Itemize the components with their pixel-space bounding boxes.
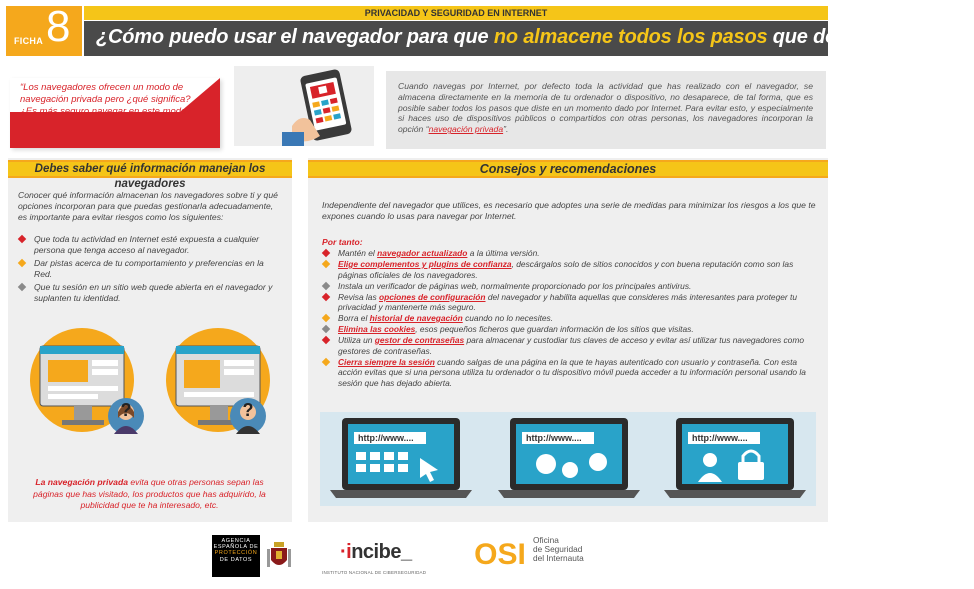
laptops-illustration — [320, 412, 816, 506]
ficha-badge — [6, 2, 82, 56]
list-item: Utiliza un gestor de contraseñas para almacenar y custodiar tus claves de acceso y evitar así utilizar tus navegadores como gestores de contraseñas. — [322, 335, 822, 356]
aepd-line: PROTECCIÓN — [214, 550, 258, 557]
private-browsing-note-rest: evita que otras personas sepan las páginas que has visitado, los productos que has adquirido, la publicidad que te ha interesado, etc. — [33, 477, 266, 510]
list-item: Elige complementos y plugins de confianza, descárgalos solo de sitios conocidos y con buena reputación como son las páginas oficiales de los navegadores. — [322, 259, 822, 280]
url-text: http://www.... — [692, 433, 748, 443]
list-item: Borra el historial de navegación cuando no lo necesites. — [322, 313, 822, 324]
svg-text:?: ? — [120, 400, 132, 420]
right-section-heading: Consejos y recomendaciones — [308, 160, 828, 178]
diamond-bullet-icon — [18, 259, 26, 267]
tip-link[interactable]: Elige complementos y plugins de confianza — [338, 259, 512, 269]
incibe-logo — [340, 541, 412, 564]
title-part2: que doy por Internet? — [767, 26, 974, 48]
left-bullet-list — [18, 234, 283, 306]
tip-link[interactable]: Elimina las cookies — [338, 324, 416, 334]
diamond-bullet-icon — [322, 314, 330, 322]
tip-link[interactable]: Cierra siempre la sesión — [338, 356, 435, 367]
url-text: http://www.... — [358, 433, 414, 443]
tip-link[interactable]: navegador actualizado — [377, 248, 468, 258]
osi-letters: OSI — [474, 538, 526, 571]
tip-link[interactable]: gestor de contraseñas — [374, 335, 465, 345]
private-browsing-note — [22, 477, 277, 512]
laptop-cookies-icon — [498, 418, 640, 498]
incibe-logo-mark: ·i — [340, 541, 352, 563]
osi-line: Oficina — [533, 535, 559, 545]
laptop-user-lock-icon — [664, 418, 806, 498]
diamond-bullet-icon — [322, 357, 330, 365]
osi-logo-icon — [469, 536, 531, 570]
diamond-bullet-icon — [322, 325, 330, 333]
diamond-bullet-icon — [322, 292, 330, 300]
private-browsing-link[interactable]: navegación privada — [428, 124, 504, 135]
bullet-text: Que toda tu actividad en Internet esté expuesta a cualquier persona que tenga acceso al navegador. — [34, 234, 260, 255]
diamond-bullet-icon — [322, 281, 330, 289]
spanish-coat-of-arms-icon — [266, 540, 292, 572]
svg-text:?: ? — [242, 400, 254, 420]
aepd-line: DE DATOS — [219, 556, 253, 563]
intro-text-part2: ”. — [503, 124, 509, 135]
list-item: Mantén el navegador actualizado a la última versión. — [322, 248, 822, 259]
laptop-keypad-icon — [330, 418, 472, 498]
osi-line: de Seguridad — [533, 544, 583, 554]
incibe-logo-text: ncibe_ — [351, 541, 412, 563]
list-item — [18, 282, 283, 304]
aepd-logo — [212, 535, 260, 577]
bullet-text: Que tu sesión en un sitio web quede abierta en el navegador y suplanten tu identidad. — [34, 282, 273, 303]
phone-illustration — [234, 66, 374, 146]
right-intro: Independiente del navegador que utilices, es necesario que adoptes una serie de medidas para minimizar los riesgos a los que te expones cuando lo usas para navegar por Internet. — [322, 200, 816, 221]
tips-list — [322, 248, 822, 389]
list-item: Cierra siempre la sesión cuando salgas de una página en la que te hayas autenticado con usuario y contraseña. Con esta acción evitas que si una persona utiliza tu ordenador o tu dispositivo móvil pueda acceder a tu información personal usando la sesión que has dejado abierta. — [322, 357, 822, 389]
por-tanto-label: Por tanto: — [322, 237, 363, 247]
incibe-subtitle: INSTITUTO NACIONAL DE CIBERSEGURIDAD — [322, 570, 427, 575]
list-item — [18, 234, 283, 256]
aepd-line: ESPAÑOLA DE — [213, 544, 259, 551]
ficha-number: 8 — [46, 2, 71, 51]
diamond-bullet-icon — [322, 249, 330, 257]
osi-line: del Internauta — [533, 553, 584, 563]
quote-text: “Los navegadores ofrecen un modo de navegación privada pero ¿qué significa? ¿Es más seguro navegar en este modo?” — [20, 82, 195, 117]
diamond-bullet-icon — [322, 260, 330, 268]
private-browsing-note-bold: La navegación privada — [35, 477, 128, 487]
url-text: http://www.... — [526, 433, 582, 443]
list-item: Instala un verificador de páginas web, normalmente proporcionado por los principales antivirus. — [322, 281, 822, 292]
aepd-line: AGENCIA — [221, 538, 251, 544]
tip-link[interactable]: opciones de configuración — [378, 291, 486, 302]
diamond-bullet-icon — [18, 235, 26, 243]
left-intro: Conocer qué información almacenan los navegadores sobre ti y qué opciones incorporan para que puedas gestionarla adecuadamente, es importante para evitar riesgos como los siguientes: — [18, 190, 278, 222]
category-bar: PRIVACIDAD Y SEGURIDAD EN INTERNET — [84, 6, 828, 20]
tip-link[interactable]: historial de navegación — [369, 313, 463, 323]
diamond-bullet-icon — [18, 283, 26, 291]
title-highlight: no almacene todos los pasos — [493, 26, 768, 48]
ficha-label: FICHA — [14, 36, 43, 46]
smartphone-lock-icon — [234, 66, 374, 146]
intro-text — [398, 81, 813, 135]
diamond-bullet-icon — [322, 336, 330, 344]
intro-text-part1: Cuando navegas por Internet, por defecto toda la actividad que has realizado con el navegador, se almacena directamente en la memoria de tu ordenador o dispositivo, no desaparece, de tal forma, que es posible saber todos los pasos que diste en un momento dado por Internet. Para evitar esto, y especialmente si haces uso de dispositivos públicos o compartidos con otras personas, los navegadores incorporan la opción “ — [398, 81, 813, 135]
browser-window-icon — [22, 328, 284, 448]
list-item: Elimina las cookies, esos pequeños ficheros que guardan información de los sitios que visitas. — [322, 324, 822, 335]
list-item — [18, 258, 283, 280]
title-bar — [84, 21, 974, 56]
list-item: Revisa las opciones de configuración del navegador y habilita aquellas que consideres más interesantes para proteger tu privacidad y mantenerte más seguro. — [322, 292, 822, 313]
title-part1: ¿Cómo puedo usar el navegador para que — [96, 26, 494, 48]
left-section-heading: Debes saber qué información manejan los navegadores — [8, 160, 292, 178]
bullet-text: Dar pistas acerca de tu comportamiento y preferencias en la Red. — [34, 258, 264, 279]
osi-text — [533, 536, 584, 563]
page-title — [96, 26, 974, 49]
